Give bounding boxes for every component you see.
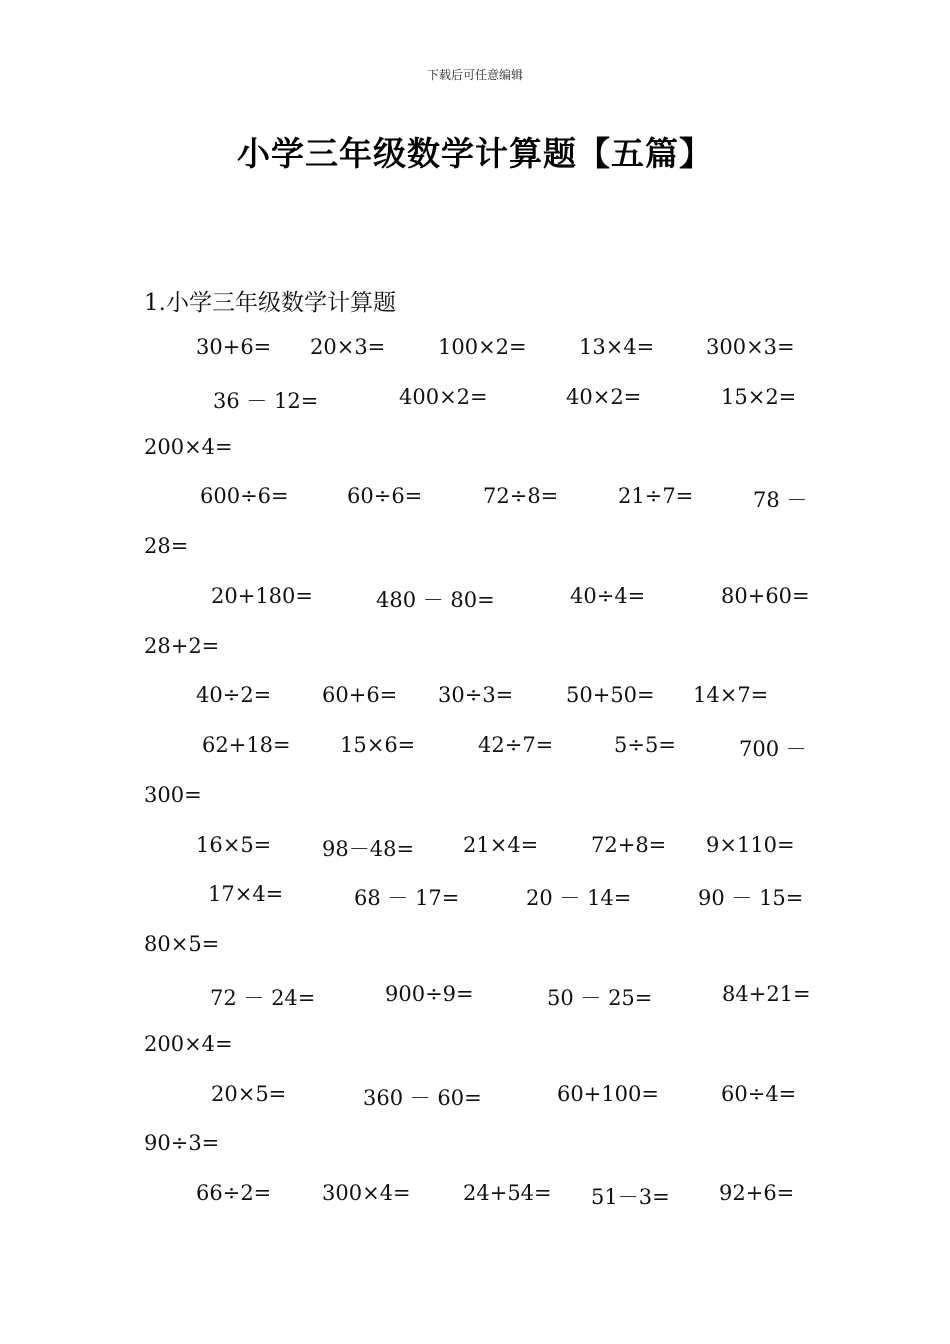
math-problem: 20 － 14= <box>526 886 632 910</box>
math-problem: 60+6= <box>322 683 398 707</box>
math-problem: 200×4= <box>144 435 233 459</box>
math-problem: 42÷7= <box>478 733 554 757</box>
problem-row <box>0 435 950 465</box>
problem-row <box>0 833 950 863</box>
math-problem: 14×7= <box>693 683 769 707</box>
math-problem: 28= <box>144 534 189 558</box>
math-problem: 60÷4= <box>721 1082 797 1106</box>
problem-row <box>0 932 950 962</box>
math-problem: 300= <box>144 783 202 807</box>
math-problem: 21×4= <box>463 833 539 857</box>
math-problem: 300×4= <box>322 1181 411 1205</box>
math-problem: 20×5= <box>211 1082 287 1106</box>
math-problem: 28+2= <box>144 634 220 658</box>
math-problem: 400×2= <box>399 385 488 409</box>
math-problem: 9×110= <box>706 833 795 857</box>
math-problem: 80×5= <box>144 932 220 956</box>
problem-row <box>0 882 950 912</box>
problem-row <box>0 634 950 664</box>
math-problem: 40×2= <box>566 385 642 409</box>
math-problem: 84+21= <box>722 982 811 1006</box>
math-problem: 30÷3= <box>438 683 514 707</box>
math-problem: 600÷6= <box>200 484 289 508</box>
math-problem: 62+18= <box>202 733 291 757</box>
math-problem: 300×3= <box>706 335 795 359</box>
math-problem: 72÷8= <box>483 484 559 508</box>
math-problem: 200×4= <box>144 1032 233 1056</box>
math-problem: 13×4= <box>579 335 655 359</box>
problem-row <box>0 1131 950 1161</box>
problem-row <box>0 385 950 415</box>
math-problem: 900÷9= <box>385 982 474 1006</box>
math-problem: 30+6= <box>196 335 272 359</box>
math-problem: 68 － 17= <box>354 886 460 910</box>
math-problem: 15×2= <box>721 385 797 409</box>
problem-row <box>0 335 950 365</box>
math-problem: 72+8= <box>591 833 667 857</box>
problem-row <box>0 584 950 614</box>
problem-row <box>0 783 950 813</box>
math-problem: 20+180= <box>211 584 313 608</box>
problem-row <box>0 1082 950 1112</box>
math-problem: 60÷6= <box>347 484 423 508</box>
math-problem: 40÷4= <box>570 584 646 608</box>
math-problem: 5÷5= <box>614 733 676 757</box>
math-problem: 21÷7= <box>618 484 694 508</box>
problem-row <box>0 1032 950 1062</box>
math-problem: 24+54= <box>463 1181 552 1205</box>
math-problem: 36 － 12= <box>213 389 319 413</box>
math-problem: 72 － 24= <box>210 986 316 1010</box>
math-problem: 60+100= <box>557 1082 659 1106</box>
math-problem: 90÷3= <box>144 1131 220 1155</box>
header-note: 下载后可任意编辑 <box>426 68 523 82</box>
math-problem: 100×2= <box>438 335 527 359</box>
math-problem: 78 － <box>753 488 808 512</box>
math-problem: 360 － 60= <box>363 1086 482 1110</box>
document-title: 小学三年级数学计算题【五篇】 <box>237 134 713 173</box>
problem-row <box>0 733 950 763</box>
math-problem: 50+50= <box>566 683 655 707</box>
math-problem: 92+6= <box>719 1181 795 1205</box>
math-problem: 17×4= <box>208 882 284 906</box>
problem-row <box>0 1181 950 1211</box>
math-problem: 15×6= <box>340 733 416 757</box>
problem-row <box>0 484 950 514</box>
section-heading: 1.小学三年级数学计算题 <box>144 290 396 316</box>
math-problem: 700 － <box>739 737 807 761</box>
math-problem: 20×3= <box>310 335 386 359</box>
math-problem: 480 － 80= <box>376 588 495 612</box>
math-problem: 40÷2= <box>196 683 272 707</box>
math-problem: 51－3= <box>591 1185 670 1209</box>
problem-row <box>0 534 950 564</box>
problem-row <box>0 982 950 1012</box>
math-problem: 66÷2= <box>196 1181 272 1205</box>
math-problem: 50 － 25= <box>547 986 653 1010</box>
math-problem: 16×5= <box>196 833 272 857</box>
math-problem: 90 － 15= <box>698 886 804 910</box>
math-problem: 80+60= <box>721 584 810 608</box>
problem-row <box>0 683 950 713</box>
math-problem: 98－48= <box>322 837 415 861</box>
